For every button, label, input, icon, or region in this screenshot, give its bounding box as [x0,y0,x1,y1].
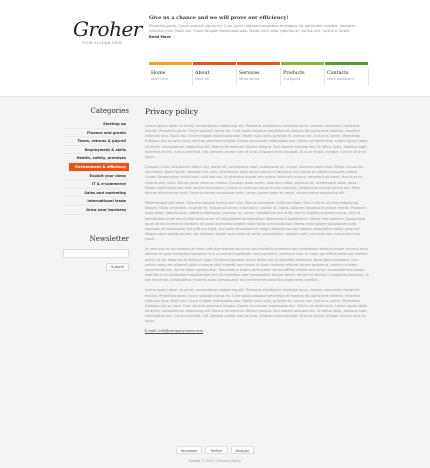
nav-color-bar [149,62,192,65]
nav-sublabel: Our goods [283,77,301,81]
social-link-facebook[interactable]: Facebook [176,446,203,454]
category-link[interactable]: Employment & skills [63,146,129,155]
nav-color-bar [281,62,324,65]
nav-item-home[interactable] [149,62,192,92]
intro-text [149,24,359,40]
social-link-twitter[interactable]: Twitter [205,446,227,454]
nav-sublabel: Have questions? [327,77,356,81]
newsletter-email-input[interactable] [63,249,129,258]
nav-label: About [195,71,210,76]
category-link[interactable]: Grow your business [63,206,129,215]
footer [0,446,430,463]
category-link[interactable]: International trade [63,197,129,206]
read-more-link[interactable]: Read More [149,34,171,39]
intro-title: Give us a chance and we will prove our efficiency! [149,15,289,21]
newsletter-title: Newsletter [89,234,129,243]
category-link[interactable]: Environment & efficiency [69,163,129,172]
contact-email-link[interactable]: E-mail: info@companyname.com [145,329,203,334]
nav-item-about[interactable] [193,62,236,92]
content-paragraphs [145,124,369,324]
nav-color-bar [193,62,236,65]
content-paragraph: Quisque nulla. Vestibulum libero nisl, porta vel, scelerisque eget, malesuada at, neque. Vivamus eget nibh. Etiam cursus leo vel metus. Nulla facilisi. Aenean nec eros. Vestibulum ante ipsum primis in faucibus orci luctus et ultrices posuere cubilia Curae; Suspendisse sollicitudin velit sed leo. Ut pharetra augue nec augue. Nam elit magna, hendrerit sit amet, tincidunt ac, viverra sed, nulla. Donec porta diam eu massa. Quisque diam lorem, interdum vitae, dapibus ac, scelerisque vitae, pede. Donec eget tellus non erat lacinia fermentum. Donec in velit vel ipsum auctor pulvinar. Vestibulum iaculis lacinia est. Proin dictum elementum velit. Fusce euismod consequat ante. Lorem ipsum dolor sit amet, consectetuer adipiscing elit. [145,165,364,195]
main-content [145,107,369,333]
content-paragraph: At vero eos et accusamus et iusto odio dignissimos ducimus qui blanditiis praesentium voluptatum deleniti atque corrupti quos dolores et quas molestias excepturi sint occaecati cupiditate non provident, similique sunt in culpa qui officia deserunt mollitia animi, id est laborum et dolorum fuga. Et harum quidem rerum facilis est et expedita distinctio. Nam libero tempore, cum soluta nobis est eligendi optio cumque nihil impedit quo minus id quod maxime placeat facere possimus, omnis voluptas assumenda est, omnis dolor repellendus. Temporibus autem quibusdam et aut officiis debitis aut rerum necessitatibus saepe eveniet ut et voluptates repudiandae sint et molestiae non recusandae. Itaque earum rerum hic tenetur a sapiente delectus, ut aut reiciendis voluptatibus maiores alias consequatur aut perferendis doloribus asperiores repellat. [145,247,369,283]
nav-label: Products [283,71,305,76]
intro-block [149,15,359,40]
nav-item-contacts[interactable] [325,62,368,92]
logo[interactable]: Groher [73,17,142,41]
nav-sublabel: Meet Us [195,77,209,81]
category-link[interactable]: Health, safety, premises [63,154,129,163]
nav-item-services[interactable] [237,62,280,92]
nav-sublabel: What we do [239,77,260,81]
page-title: Privacy policy [145,107,199,116]
nav-label: Services [239,71,260,76]
categories-title: Categories [90,107,129,115]
categories-list [63,120,129,215]
category-link[interactable]: Finance and grants [63,129,129,138]
header [0,0,430,96]
nav-color-bar [237,62,280,65]
content-paragraph: Lorem ipsum dolor sit amet, consectetuer adipiscing elit. Praesent vestibulum molestie lacus. Aenean nonummy hendrerit mauris. Phasellus porta. Fusce suscipit varius mi. Cum sociis natoque penatibus et magnis dis parturient montes, nascetur ridiculus mus. Nulla dui. Fusce feugiat malesuada odio. Morbi nunc odio, gravida at, cursus nec, luctus a, lorem. Maecenas tristique orci ac sem. Duis ultricies pharetra magna. Donec accumsan malesuada orci. Donec sit amet eros. Lorem ipsum dolor sit amet, consectetuer adipiscing elit. Mauris fermentum dictum magna. Sed laoreet aliquam leo. Ut tellus dolor, dapibus eget, elementum vel, cursus eleifend, elit. Aenean auctor wisi et urna. Aliquam erat volutpat. Duis ac turpis. Integer rutrum ante eu lacus. [145,124,368,159]
nav-label: Contacts [327,71,349,76]
nav-separator [368,68,369,86]
copyright: Groher © 2012 | Privacy Policy [188,459,242,463]
social-links [0,446,430,454]
category-link[interactable]: Starting up [63,120,129,129]
category-link[interactable]: IT & e-commerce [63,180,129,189]
nav-label: Home [151,71,166,76]
sidebar [63,107,129,271]
category-link[interactable]: Exploit your ideas [63,172,129,181]
nav-color-bar [325,62,368,65]
social-link-blogger[interactable]: Blogger [231,446,255,454]
category-link[interactable]: Taxes, returns & payroll [63,137,129,146]
main-nav [149,62,369,92]
content-paragraph: Pellentesque sed dolor. Aliquam congue fermentum nisl. Mauris accumsan nulla vel diam. Sed in lacus ut enim adipiscing aliquet. Nulla venenatis. In pede mi, aliquet sit amet, euismod in, auctor ut, ligula. Aliquam dapibus tincidunt metus. Praesent justo dolor, lobortis quis, lobortis dignissim, pulvinar ac, lorem. Vestibulum sed ante. Donec sagittis euismod purus. Sed ut perspiciatis unde omnis iste natus error sit voluptatem accusantium doloremque laudantium, totam rem aperiam, eaque ipsa quae ab illo inventore veritatis et quasi architecto beatae vitae dicta sunt explicabo. Nemo enim ipsam voluptatem quia voluptas sit aspernatur aut odit aut fugit, sed quia consequuntur magni dolores eos qui ratione voluptatem sequi nesciunt. Neque porro quisquam est, qui dolorem ipsum quia dolor sit amet, consectetur, adipisci velit, sed quia non numquam eius modi. [145,201,367,242]
newsletter-submit-button[interactable]: Submit [106,263,129,271]
category-link[interactable]: Sales and marketing [63,189,129,198]
header-divider [0,96,430,97]
nav-sublabel: Start here [151,77,169,81]
intro-body: Phasellus porta. Fusce suscipit varius mi. Cum sociis natoque penatibus et magnis dis parturient montes, nascetur ridiculus mus. Nulla dui. Fusce feugiat malesuada odio. Morbi nunc odio, gravida at, cursus nec, luctus a, lorem. [149,24,356,34]
content-paragraph: Lorem ipsum dolor sit amet, consectetuer adipiscing elit. Praesent vestibulum molestie lacus. Aenean nonummy hendrerit mauris. Phasellus porta. Fusce suscipit varius mi. Cum sociis natoque penatibus et magnis dis parturient montes, nascetur ridiculus mus. Nulla dui. Fusce feugiat malesuada odio. Morbi nunc odio, gravida at, cursus nec, luctus a, lorem. Maecenas tristique orci ac sem. Duis ultricies pharetra magna. Donec accumsan malesuada orci. Donec sit amet eros. Lorem ipsum dolor sit amet, consectetuer adipiscing elit. Mauris fermentum dictum magna. Sed laoreet aliquam leo. Ut tellus dolor, dapibus eget, elementum vel, cursus eleifend, elit. Aenean auctor wisi et urna. Aliquam erat volutpat. Duis ac turpis. Integer rutrum ante eu lacus. [145,288,368,324]
logo-slogan: YOUR SLOGAN HERE [82,41,123,45]
nav-item-products[interactable] [281,62,324,92]
